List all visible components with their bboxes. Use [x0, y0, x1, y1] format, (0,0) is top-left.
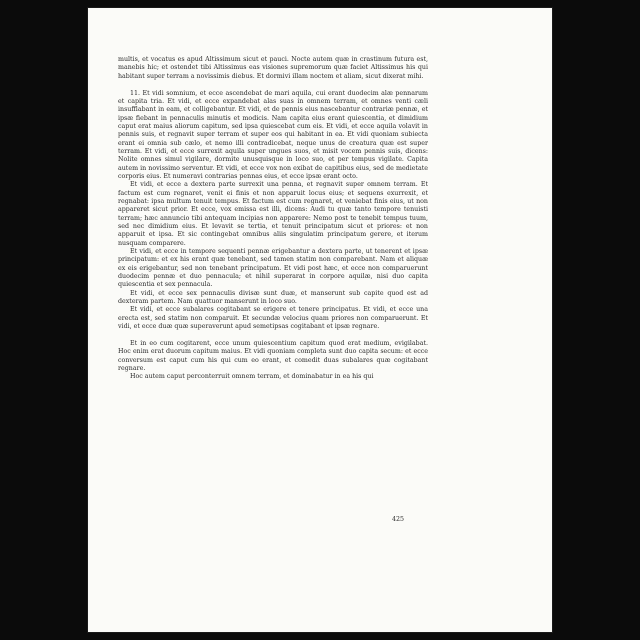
paragraph-subalares: Et vidi, et ecce subalares cogitabant se erigere et tenere principatus. Et vidi, et ecce una erecta est, sed statim non comparuit. Et secundæ velocius quam priores non comparuerunt. Et vidi, et ecce duæ quæ superaverunt apud semetipsas cogitabant et ipsæ regnare. [118, 306, 428, 331]
page-number: 425 [392, 516, 405, 523]
paragraph-opening: multis, et vocatus es apud Altissimum sicut et pauci. Nocte autem quæ in crastinum futura est, manebis hic; et ostendet tibi Altissimus eas visiones supremorum quæ faciet Altissimus his qui habitant super terram a novissimis diebus. Et dormivi illam noctem et aliam, sicut dixerat mihi. [118, 56, 428, 80]
section-gap [118, 332, 428, 341]
paragraph-chapter-11: 11. Et vidi somnium, et ecce ascendebat de mari aquila, cui erant duodecim alæ pennarum et capita tria. Et vidi, et ecce expandebat alas suas in omnem terram, et omnes venti cæli insufflabant in eam, et colligebantur. Et vidi, et de pennis eius nascebantur contrariæ pennæ, et ipsæ fiebant in pennaculis minutis et modicis. Nam capita eius erant quiescentia, et dimidium caput erat maius aliorum capitum, sed ipsa quiescebat cum eis. Et vidi, et ecce aquila volavit in pennis suis, et regnavit super terram et super eos qui habitant in ea. Et vidi quoniam subiecta erant ei omnia sub cælo, et nemo illi contradicebat, neque unus de creatura quæ est super terram. Et vidi, et ecce surrexit aquila super ungues suos, et misit vocem pennis suis, dicens: Nolite omnes simul vigilare, dormite unusquisque in loco suo, et per tempus vigilate. Capita autem in novissimo serventur. Et vidi, et ecce vox non exibat de capitibus eius, sed de medietate corporis eius. Et numeravi contrarias pennas eius, et ecce ipsæ erant octo. [118, 89, 428, 180]
paragraph-cogitarent: Et in eo cum cogitarent, ecce unum quiescentium capitum quod erat medium, evigilabat. Hoc enim erat duorum capitum maius. Et vidi quoniam completa sunt duo capita secum: et ecce conversum est caput cum his qui cum eo erant, et comedit duas subalares quæ cogitabant regnare. [118, 340, 428, 373]
paragraph-tempore-sequenti: Et vidi, et ecce in tempore sequenti pennæ erigebantur a dextera parte, ut tenerent et ipsæ principatum: et ex his erant quæ tenebant, sed tamen statim non comparebant. Nam et aliquæ ex eis erigebantur, sed non tenebant principatum. Et vidi post hæc, et ecce non comparuerunt duodecim pennæ et duo pennacula; et nihil superarat in corpore aquilæ, nisi duo capita quiescentia et sex pennacula. [118, 248, 428, 289]
section-gap [118, 81, 428, 90]
paragraph-sex-pennaculis: Et vidi, et ecce sex pennaculis divisæ sunt duæ, et manserunt sub capite quod est ad dexteram partem. Nam quattuor manserunt in loco suo. [118, 289, 428, 306]
paragraph-dextera-penna: Et vidi, et ecce a dextera parte surrexit una penna, et regnavit super omnem terram. Et factum est cum regnaret, venit ei finis et non apparuit locus eius; et sequens exurrexit, et regnabat: ipsa multum tenuit tempus. Et factum est cum regnaret, et veniebat finis eius, ut non appareret sicut prior. Et ecce, vox emissa est illi, dicens: Audi tu quæ tanto tempore tenuisti terram; hæc annuncio tibi antequam incipias non apparere: Nemo post te tenebit tempus tuum, sed nec dimidium eius. Et levavit se tertia, et tenuit principatum sicut et priores: et non apparuit et ipsa. Et sic contingebat omnibus aliis singulatim principatum gerere, et iterum nusquam comparere. [118, 181, 428, 247]
paragraph-hoc-autem: Hoc autem caput perconterruit omnem terram, et dominabatur in ea his qui [130, 373, 374, 381]
page-text [118, 56, 428, 382]
